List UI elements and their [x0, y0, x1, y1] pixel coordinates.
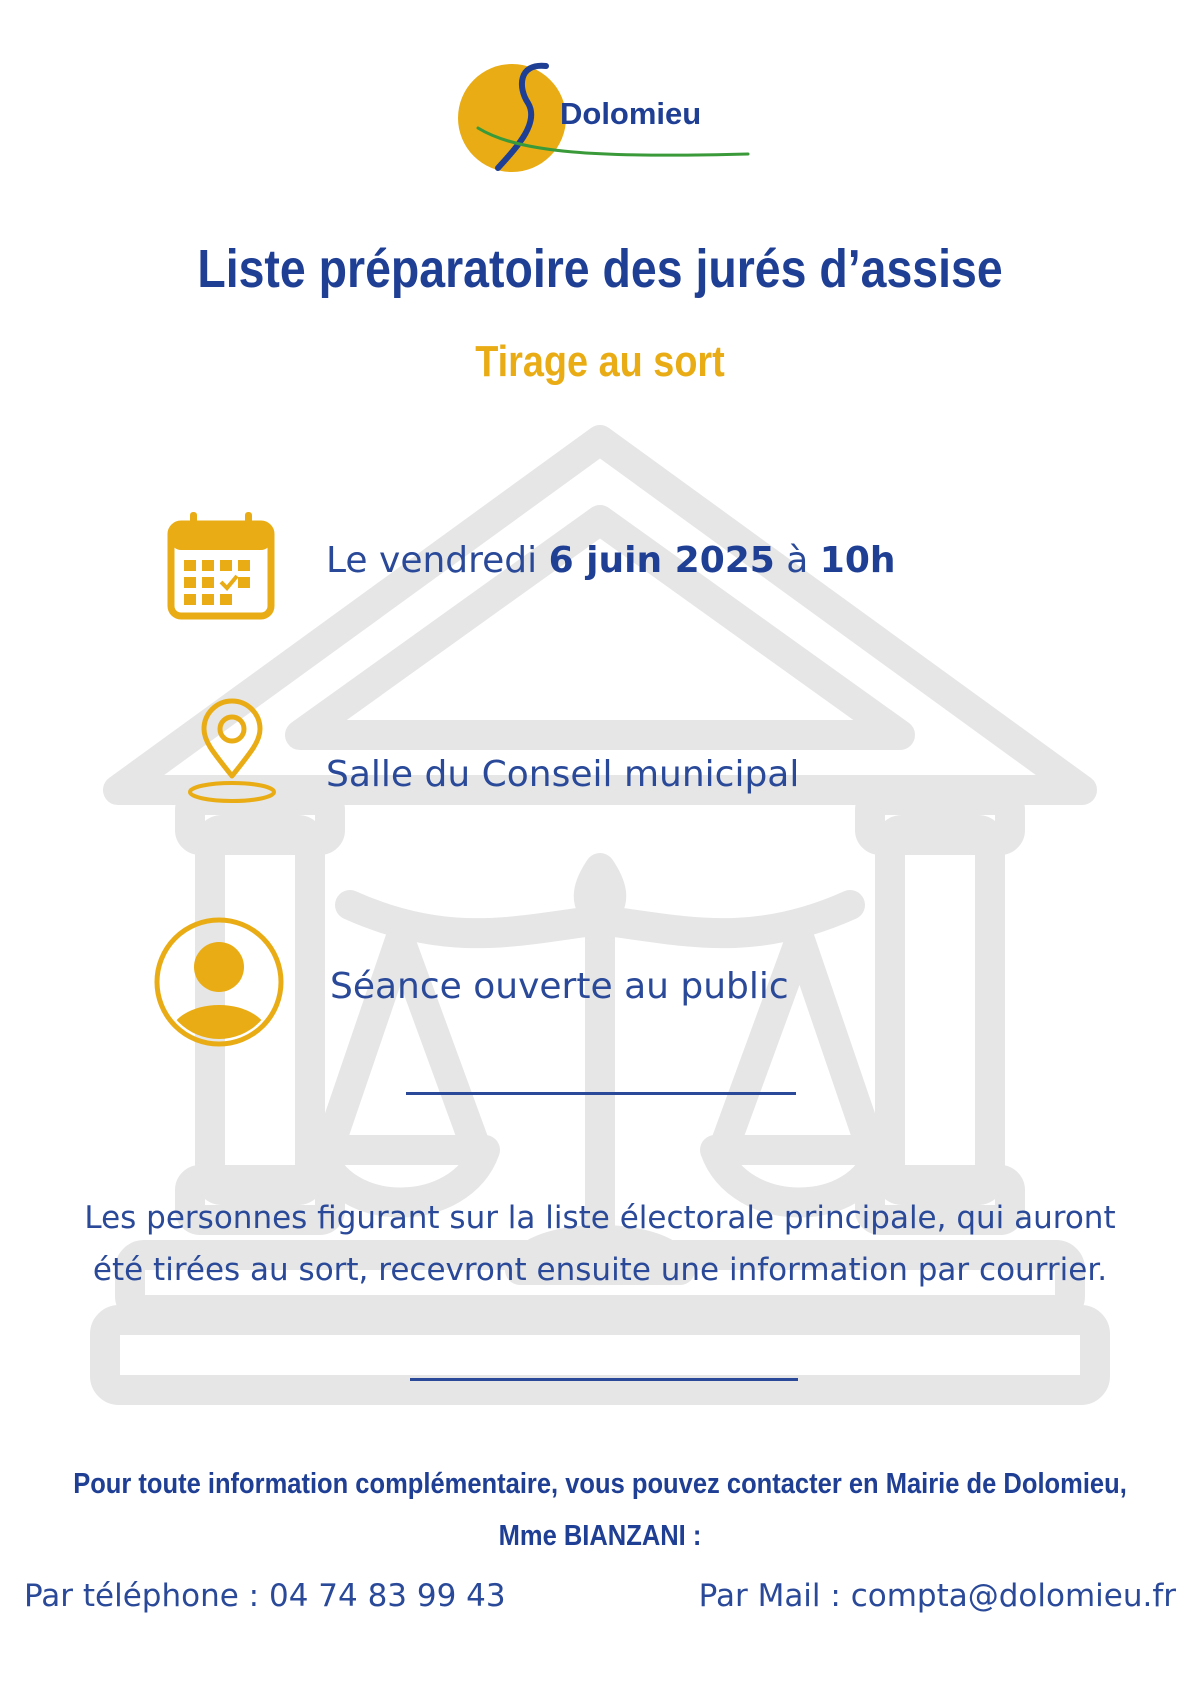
date-middle: à	[774, 540, 820, 581]
person-icon	[152, 915, 286, 1049]
notice-line-2: été tirées au sort, recevront ensuite une information par courrier.	[92, 1252, 1108, 1288]
event-date	[326, 540, 896, 581]
date-value: 6 juin 2025	[548, 540, 775, 581]
logo	[458, 58, 758, 188]
contact-line-2: Mme BIANZANI :	[498, 1520, 702, 1552]
contact-text	[72, 1458, 1128, 1562]
location-pin-icon	[182, 696, 282, 808]
page-subtitle: Tirage au sort	[475, 337, 725, 386]
calendar-icon	[166, 510, 276, 620]
logo-text: Dolomieu	[560, 96, 702, 131]
time-value: 10h	[819, 540, 896, 581]
event-public: Séance ouverte au public	[330, 966, 789, 1007]
date-prefix: Le vendredi	[326, 540, 549, 581]
mail-contact: Par Mail : compta@dolomieu.fr	[698, 1578, 1176, 1614]
event-place: Salle du Conseil municipal	[326, 754, 800, 795]
divider	[410, 1378, 798, 1381]
page-title: Liste préparatoire des jurés d’assise	[197, 239, 1003, 299]
notice-line-1: Les personnes figurant sur la liste électorale principale, qui auront	[84, 1200, 1116, 1236]
divider	[406, 1092, 796, 1095]
contact-line-1: Pour toute information complémentaire, vous pouvez contacter en Mairie de Dolomieu,	[73, 1468, 1127, 1500]
phone-contact: Par téléphone : 04 74 83 99 43	[24, 1578, 506, 1614]
notice-text	[0, 1192, 1200, 1296]
